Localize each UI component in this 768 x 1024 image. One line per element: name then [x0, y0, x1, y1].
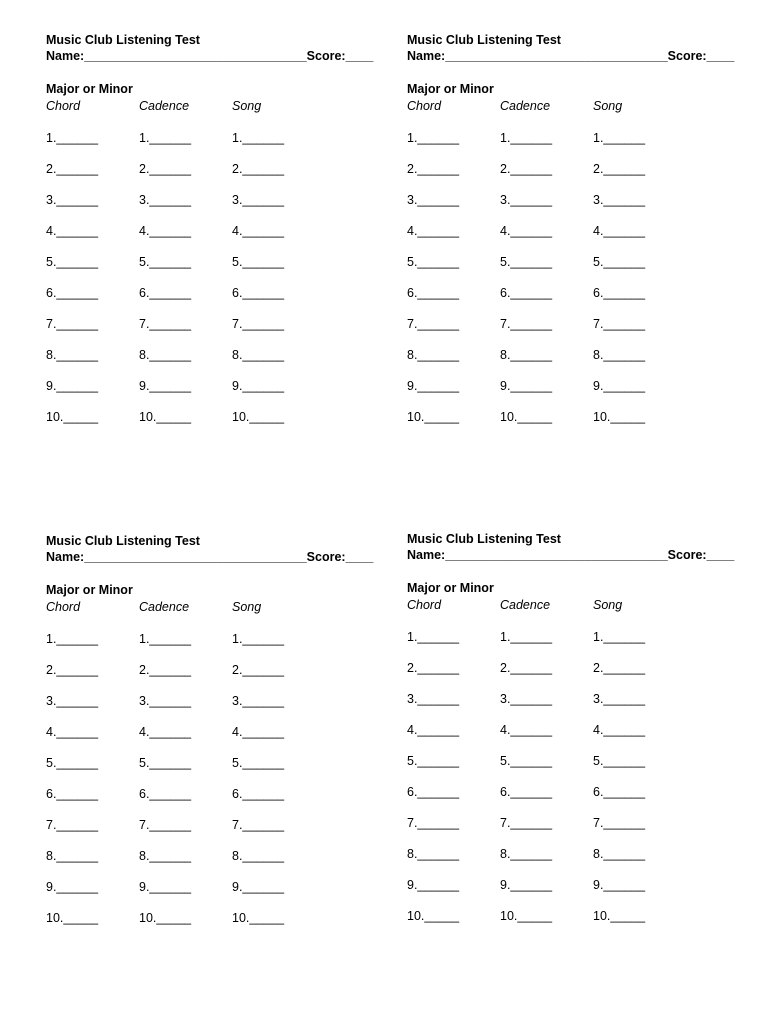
- answer-blank: 10._____: [139, 911, 192, 925]
- column-header: Song: [232, 600, 262, 614]
- answer-blank: 9.______: [407, 878, 460, 892]
- quiz-title: Music Club Listening Test: [46, 534, 200, 548]
- answer-blank: 9.______: [139, 379, 192, 393]
- answer-blank: 10._____: [139, 410, 192, 424]
- name-score-line: Name:________________________________Score:____: [46, 49, 374, 63]
- answer-blank: 2.______: [46, 663, 99, 677]
- answer-blank: 3.______: [232, 694, 285, 708]
- answer-blank: 4.______: [232, 224, 285, 238]
- answer-column: [46, 130, 126, 440]
- answer-blank: 8.______: [232, 348, 285, 362]
- answer-blank: 10._____: [407, 410, 460, 424]
- answer-blank: 2.______: [593, 661, 646, 675]
- name-score-line: Name:________________________________Score:____: [407, 49, 735, 63]
- quiz-title: Music Club Listening Test: [46, 33, 200, 47]
- quiz-block: [407, 33, 737, 453]
- answer-column: [407, 629, 487, 939]
- answer-blank: 9.______: [232, 379, 285, 393]
- answer-blank: 6.______: [232, 286, 285, 300]
- answer-blank: 2.______: [407, 162, 460, 176]
- answer-column: [593, 629, 673, 939]
- answer-blank: 7.______: [593, 317, 646, 331]
- answer-blank: 1.______: [593, 131, 646, 145]
- answer-blank: 2.______: [46, 162, 99, 176]
- answer-blank: 8.______: [407, 847, 460, 861]
- answer-blank: 5.______: [407, 255, 460, 269]
- answer-blank: 10._____: [500, 909, 553, 923]
- answer-blank: 5.______: [139, 756, 192, 770]
- answer-blank: 5.______: [407, 754, 460, 768]
- answer-blank: 8.______: [500, 847, 553, 861]
- answer-blank: 3.______: [593, 193, 646, 207]
- answer-blank: 2.______: [232, 162, 285, 176]
- answer-blank: 3.______: [407, 692, 460, 706]
- column-header: Cadence: [139, 600, 190, 614]
- answer-blank: 9.______: [593, 379, 646, 393]
- answer-blank: 3.______: [500, 193, 553, 207]
- answer-blank: 5.______: [46, 756, 99, 770]
- column-header: Cadence: [139, 99, 190, 113]
- answer-blank: 2.______: [139, 663, 192, 677]
- answer-blank: 10._____: [232, 911, 285, 925]
- answer-blank: 8.______: [500, 348, 553, 362]
- answer-blank: 10._____: [500, 410, 553, 424]
- answer-blank: 2.______: [139, 162, 192, 176]
- answer-blank: 2.______: [232, 663, 285, 677]
- answer-blank: 7.______: [407, 816, 460, 830]
- answer-blank: 7.______: [139, 818, 192, 832]
- answer-blank: 6.______: [593, 286, 646, 300]
- answer-column: [46, 631, 126, 941]
- answer-blank: 9.______: [593, 878, 646, 892]
- answer-blank: 6.______: [46, 286, 99, 300]
- answer-blank: 4.______: [593, 224, 646, 238]
- answer-blank: 4.______: [407, 723, 460, 737]
- answer-blank: 1.______: [500, 630, 553, 644]
- answer-column: [500, 130, 580, 440]
- quiz-block: [46, 534, 376, 954]
- answer-blank: 9.______: [46, 880, 99, 894]
- answer-blank: 6.______: [407, 785, 460, 799]
- answer-blank: 9.______: [407, 379, 460, 393]
- answer-blank: 5.______: [593, 754, 646, 768]
- answer-blank: 9.______: [500, 878, 553, 892]
- answer-blank: 1.______: [232, 131, 285, 145]
- answer-blank: 3.______: [139, 694, 192, 708]
- answer-blank: 1.______: [593, 630, 646, 644]
- answer-blank: 8.______: [593, 348, 646, 362]
- answer-blank: 4.______: [46, 224, 99, 238]
- quiz-block: [46, 33, 376, 453]
- answer-blank: 7.______: [593, 816, 646, 830]
- answer-blank: 1.______: [500, 131, 553, 145]
- answer-blank: 10._____: [46, 911, 99, 925]
- answer-blank: 1.______: [232, 632, 285, 646]
- quiz-block: [407, 532, 737, 952]
- answer-blank: 6.______: [500, 286, 553, 300]
- answer-blank: 10._____: [593, 909, 646, 923]
- answer-blank: 1.______: [139, 131, 192, 145]
- column-header: Song: [232, 99, 262, 113]
- column-header: Cadence: [500, 99, 551, 113]
- answer-blank: 7.______: [46, 317, 99, 331]
- answer-blank: 5.______: [46, 255, 99, 269]
- answer-blank: 3.______: [46, 193, 99, 207]
- answer-column: [139, 130, 219, 440]
- answer-blank: 4.______: [500, 723, 553, 737]
- answer-blank: 8.______: [46, 849, 99, 863]
- column-header: Chord: [46, 99, 81, 113]
- column-header: Chord: [407, 99, 442, 113]
- quiz-title: Music Club Listening Test: [407, 532, 561, 546]
- answer-blank: 2.______: [500, 661, 553, 675]
- section-heading: Major or Minor: [407, 581, 494, 595]
- answer-blank: 7.______: [232, 317, 285, 331]
- column-header: Chord: [407, 598, 442, 612]
- answer-blank: 8.______: [139, 348, 192, 362]
- answer-blank: 8.______: [407, 348, 460, 362]
- answer-blank: 2.______: [407, 661, 460, 675]
- section-heading: Major or Minor: [407, 82, 494, 96]
- answer-blank: 6.______: [139, 286, 192, 300]
- name-score-line: Name:________________________________Score:____: [407, 548, 735, 562]
- answer-blank: 3.______: [407, 193, 460, 207]
- answer-blank: 4.______: [46, 725, 99, 739]
- answer-blank: 4.______: [593, 723, 646, 737]
- answer-blank: 3.______: [593, 692, 646, 706]
- answer-blank: 7.______: [500, 317, 553, 331]
- answer-blank: 6.______: [500, 785, 553, 799]
- answer-blank: 1.______: [407, 630, 460, 644]
- column-header: Song: [593, 598, 623, 612]
- answer-blank: 2.______: [500, 162, 553, 176]
- answer-blank: 7.______: [139, 317, 192, 331]
- answer-column: [232, 130, 312, 440]
- answer-blank: 1.______: [139, 632, 192, 646]
- answer-blank: 1.______: [407, 131, 460, 145]
- answer-blank: 8.______: [593, 847, 646, 861]
- answer-blank: 6.______: [139, 787, 192, 801]
- answer-blank: 4.______: [407, 224, 460, 238]
- name-score-line: Name:________________________________Score:____: [46, 550, 374, 564]
- answer-blank: 4.______: [500, 224, 553, 238]
- answer-blank: 3.______: [232, 193, 285, 207]
- answer-blank: 5.______: [500, 255, 553, 269]
- answer-blank: 6.______: [46, 787, 99, 801]
- answer-column: [232, 631, 312, 941]
- answer-blank: 4.______: [139, 224, 192, 238]
- answer-blank: 7.______: [500, 816, 553, 830]
- answer-blank: 8.______: [139, 849, 192, 863]
- quiz-title: Music Club Listening Test: [407, 33, 561, 47]
- answer-blank: 10._____: [593, 410, 646, 424]
- answer-column: [593, 130, 673, 440]
- answer-blank: 4.______: [139, 725, 192, 739]
- answer-column: [407, 130, 487, 440]
- answer-blank: 5.______: [232, 255, 285, 269]
- answer-blank: 1.______: [46, 632, 99, 646]
- answer-blank: 4.______: [232, 725, 285, 739]
- answer-blank: 10._____: [232, 410, 285, 424]
- answer-blank: 9.______: [232, 880, 285, 894]
- answer-blank: 9.______: [139, 880, 192, 894]
- answer-blank: 6.______: [232, 787, 285, 801]
- answer-blank: 2.______: [593, 162, 646, 176]
- column-header: Cadence: [500, 598, 551, 612]
- answer-blank: 10._____: [46, 410, 99, 424]
- answer-blank: 9.______: [500, 379, 553, 393]
- answer-blank: 5.______: [593, 255, 646, 269]
- answer-blank: 6.______: [593, 785, 646, 799]
- answer-blank: 8.______: [232, 849, 285, 863]
- section-heading: Major or Minor: [46, 583, 133, 597]
- answer-blank: 3.______: [46, 694, 99, 708]
- answer-column: [139, 631, 219, 941]
- answer-blank: 7.______: [407, 317, 460, 331]
- answer-blank: 7.______: [232, 818, 285, 832]
- column-header: Song: [593, 99, 623, 113]
- answer-blank: 5.______: [500, 754, 553, 768]
- answer-blank: 7.______: [46, 818, 99, 832]
- answer-blank: 5.______: [139, 255, 192, 269]
- section-heading: Major or Minor: [46, 82, 133, 96]
- column-header: Chord: [46, 600, 81, 614]
- answer-blank: 8.______: [46, 348, 99, 362]
- answer-blank: 3.______: [139, 193, 192, 207]
- answer-blank: 6.______: [407, 286, 460, 300]
- answer-blank: 1.______: [46, 131, 99, 145]
- answer-blank: 9.______: [46, 379, 99, 393]
- answer-column: [500, 629, 580, 939]
- answer-blank: 10._____: [407, 909, 460, 923]
- answer-blank: 5.______: [232, 756, 285, 770]
- answer-blank: 3.______: [500, 692, 553, 706]
